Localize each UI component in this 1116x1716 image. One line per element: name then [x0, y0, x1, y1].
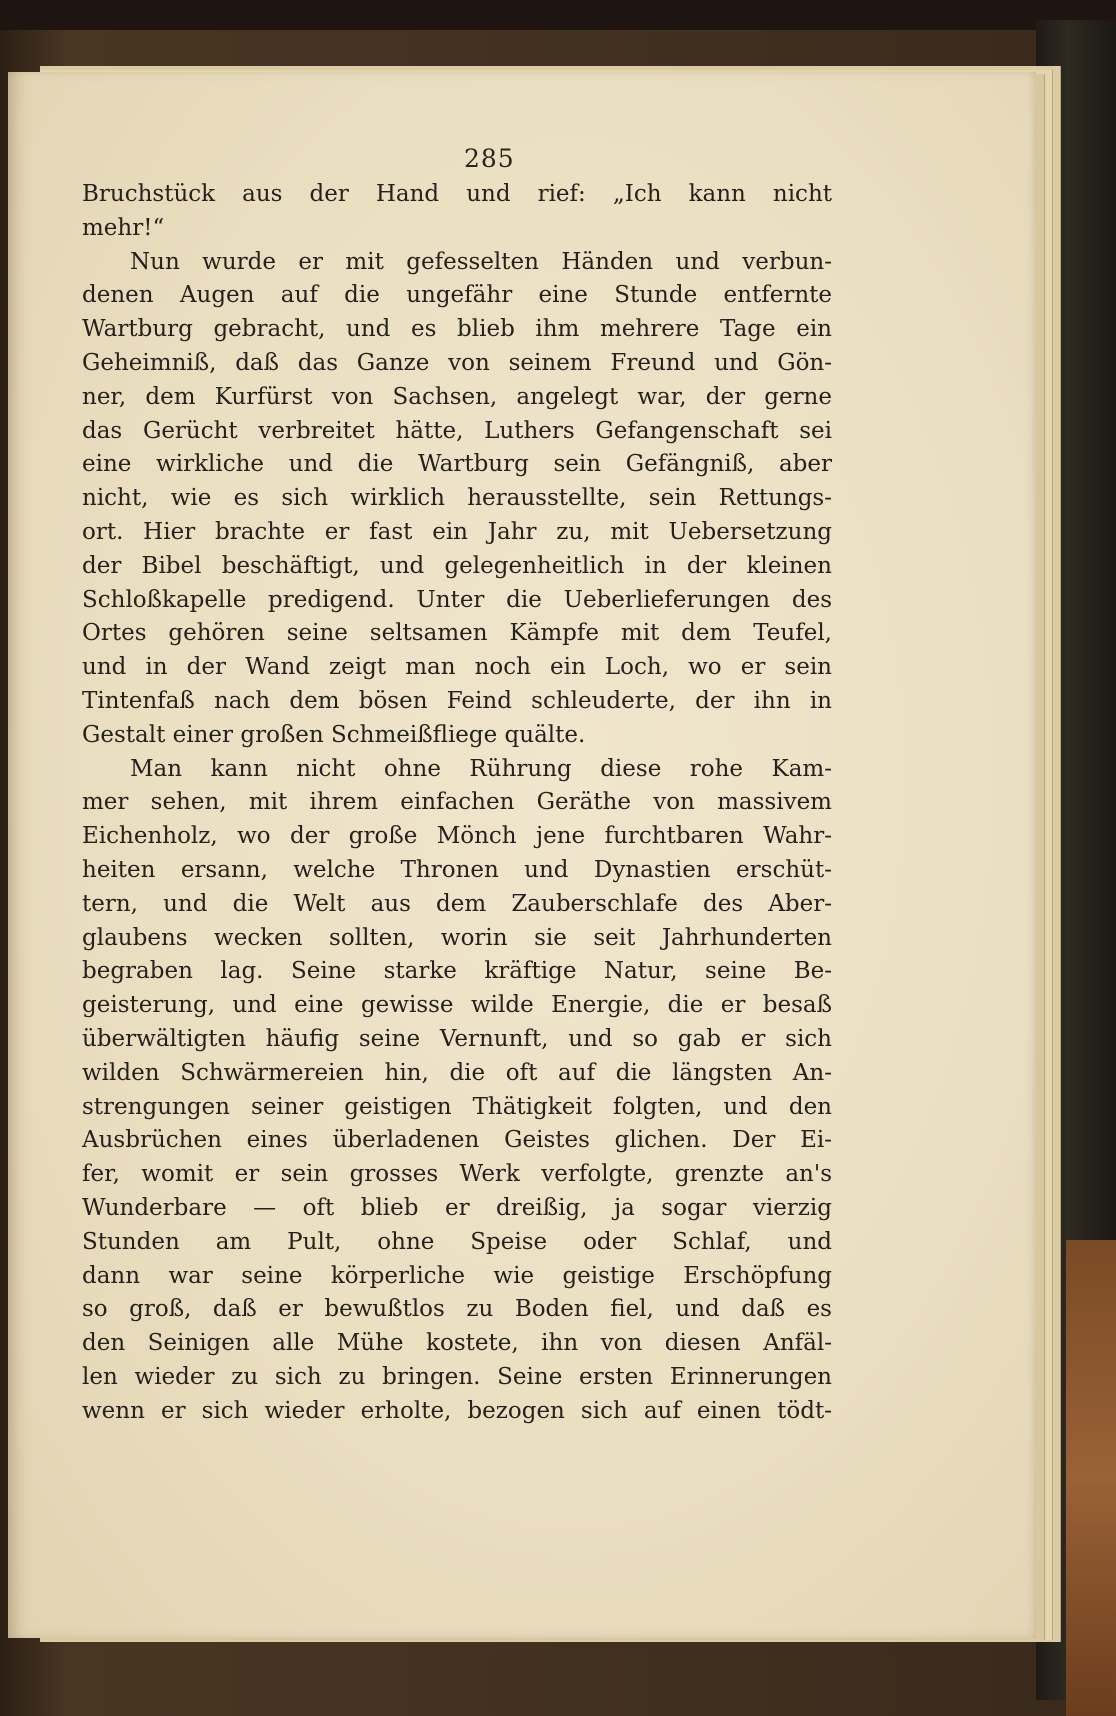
text-line: so groß, daß er bewußtlos zu Boden fiel, und daß es: [82, 1296, 832, 1323]
text-line: das Gerücht verbreitet hätte, Luthers Gefangenschaft sei: [82, 417, 832, 444]
text-line: mer sehen, mit ihrem einfachen Geräthe von massivem: [82, 789, 832, 816]
top-shadow-band: [0, 0, 1116, 30]
text-line: tern, und die Welt aus dem Zauberschlafe des Aber-: [82, 890, 832, 917]
body-text: [82, 178, 832, 1428]
text-line: heiten ersann, welche Thronen und Dynastien erschüt-: [82, 856, 832, 883]
text-line: ner, dem Kurfürst von Sachsen, angelegt war, der gerne: [82, 383, 832, 410]
text-line: Gestalt einer großen Schmeißfliege quälte.: [82, 721, 586, 748]
text-line: begraben lag. Seine starke kräftige Natur, seine Be-: [82, 958, 832, 985]
text-line: Geheimniß, daß das Ganze von seinem Freund und Gön-: [82, 349, 832, 376]
text-line: dann war seine körperliche wie geistige Erschöpfung: [82, 1262, 832, 1289]
text-line: wilden Schwärmereien hin, die oft auf die längsten An-: [82, 1059, 832, 1086]
text-line: len wieder zu sich zu bringen. Seine ersten Erinnerungen: [82, 1363, 832, 1390]
text-line: Ausbrüchen eines überladenen Geistes glichen. Der Ei-: [82, 1127, 832, 1154]
text-line: denen Augen auf die ungefähr eine Stunde entfernte: [82, 282, 832, 309]
text-line: fer, womit er sein grosses Werk verfolgte, grenzte an's: [82, 1161, 832, 1188]
text-line: glaubens wecken sollten, worin sie seit Jahrhunderten: [82, 924, 832, 951]
text-line: wenn er sich wieder erholte, bezogen sich auf einen tödt-: [82, 1397, 832, 1424]
text-line: Tintenfaß nach dem bösen Feind schleuderte, der ihn in: [82, 687, 832, 714]
text-line: Wartburg gebracht, und es blieb ihm mehrere Tage ein: [82, 316, 832, 343]
text-line: eine wirkliche und die Wartburg sein Gefängniß, aber: [82, 451, 832, 478]
text-line: überwältigten häufig seine Vernunft, und so gab er sich: [82, 1025, 832, 1052]
text-line: Schloßkapelle predigend. Unter die Ueberlieferungen des: [82, 586, 832, 613]
text-line: Nun wurde er mit gefesselten Händen und verbun-: [130, 248, 832, 275]
text-line: der Bibel beschäftigt, und gelegenheitlich in der kleinen: [82, 552, 832, 579]
text-line: und in der Wand zeigt man noch ein Loch, wo er sein: [82, 654, 832, 681]
text-line: nicht, wie es sich wirklich herausstellte, sein Rettungs-: [82, 485, 832, 512]
text-line: geisterung, und eine gewisse wilde Energie, die er besaß: [82, 992, 832, 1019]
text-line: Eichenholz, wo der große Mönch jene furchtbaren Wahr-: [82, 823, 832, 850]
page-number: 285: [464, 144, 515, 173]
text-line: Ortes gehören seine seltsamen Kämpfe mit dem Teufel,: [82, 620, 832, 647]
text-line: Man kann nicht ohne Rührung diese rohe Kam-: [130, 755, 832, 782]
text-line: Stunden am Pult, ohne Speise oder Schlaf, und: [82, 1228, 832, 1255]
text-line: strengungen seiner geistigen Thätigkeit folgten, und den: [82, 1093, 832, 1120]
book-cover-leather: [1066, 1240, 1116, 1716]
book-page: [8, 72, 1036, 1638]
text-line: ort. Hier brachte er fast ein Jahr zu, mit Uebersetzung: [82, 518, 832, 545]
text-line: mehr!“: [82, 214, 165, 241]
text-line: Bruchstück aus der Hand und rief: „Ich kann nicht: [82, 181, 832, 207]
text-line: Wunderbare — oft blieb er dreißig, ja sogar vierzig: [82, 1194, 832, 1221]
text-line: den Seinigen alle Mühe kostete, ihn von diesen Anfäl-: [82, 1330, 832, 1357]
